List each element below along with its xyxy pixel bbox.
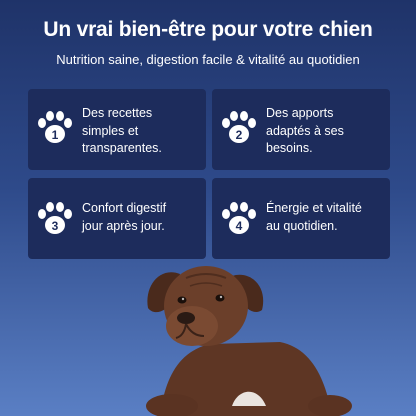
paw-icon [34,201,76,237]
paw-number: 4 [235,219,243,233]
dog-eye-left [178,297,187,304]
paw-icon [218,110,260,146]
benefit-card-2 [212,89,390,170]
card-line: Des apports [266,106,334,120]
card-line: jour après jour. [82,218,165,233]
card-line: Confort digestif [82,201,167,215]
dog-muzzle [166,306,218,346]
card-line: simples et [82,123,139,138]
benefit-card-1 [28,89,206,170]
card-line: adaptés à ses [266,123,344,138]
dog-eye-right [216,295,225,302]
card-text [266,105,386,158]
subheadline: Nutrition saine, digestion facile & vitalité au quotidien [56,52,360,67]
paw-number: 1 [51,128,59,142]
card-text [82,200,202,235]
card-line: Des recettes [82,106,153,120]
card-line: Énergie et vitalité [266,201,362,215]
card-line: besoins. [266,141,313,155]
paw-number: 2 [235,128,243,142]
dog-paw-right [308,395,352,416]
card-text [266,200,386,235]
paw-icon [218,201,260,237]
dog-photo [120,256,370,416]
card-text [82,105,202,158]
headline: Un vrai bien-être pour votre chien [43,18,373,41]
paw-number: 3 [51,219,59,233]
benefit-card-4 [212,178,390,259]
paw-icon [34,110,76,146]
dog-nose [177,312,195,324]
card-line: au quotidien. [266,218,338,233]
card-line: transparentes. [82,141,162,155]
benefit-card-3 [28,178,206,259]
